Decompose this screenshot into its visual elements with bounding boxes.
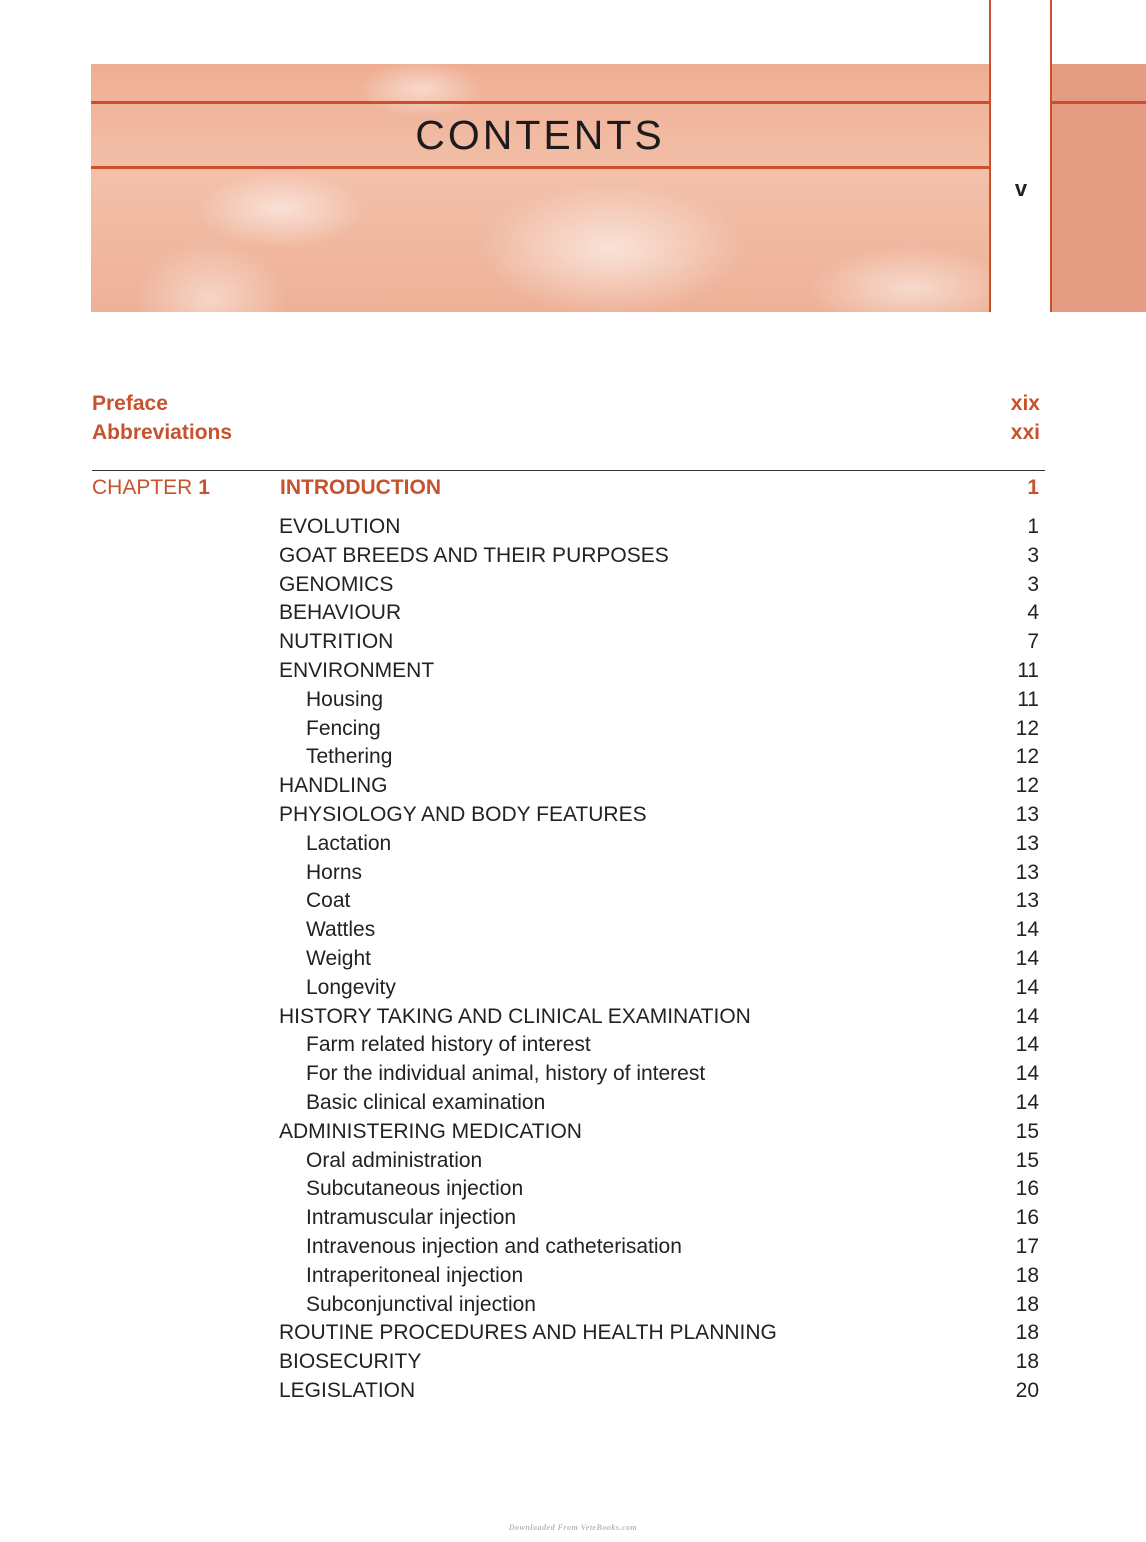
front-matter-label: Preface: [92, 392, 168, 415]
toc-entry-label: Wattles: [306, 918, 376, 942]
toc-entry[interactable]: [279, 571, 1039, 600]
toc-subentry[interactable]: [279, 1060, 1039, 1089]
toc-entry-label: Farm related history of interest: [306, 1033, 591, 1057]
toc-entry-label: GOAT BREEDS AND THEIR PURPOSES: [279, 543, 669, 567]
toc-entry-page: 16: [1015, 1206, 1039, 1230]
toc-subentry[interactable]: [279, 830, 1039, 859]
banner-rule-top: [91, 101, 989, 104]
front-matter-page: xxi: [1010, 421, 1040, 444]
toc-entry-page: 14: [1015, 1004, 1039, 1028]
toc-entry-label: EVOLUTION: [279, 515, 401, 538]
toc-entry[interactable]: [279, 1377, 1039, 1406]
toc-entry-label: ADMINISTERING MEDICATION: [279, 1119, 582, 1143]
toc-entry[interactable]: [279, 1118, 1039, 1147]
toc-entry[interactable]: [279, 657, 1039, 686]
toc-entry-page: 18: [1015, 1263, 1039, 1287]
chapter-page: 1: [1027, 476, 1039, 499]
toc-entry-label: Intraperitoneal injection: [306, 1263, 524, 1287]
toc-subentry[interactable]: [279, 974, 1039, 1003]
header-vertical-rule-left: [989, 0, 991, 312]
toc-entry-page: 14: [1015, 1062, 1039, 1086]
toc-entry-label: ROUTINE PROCEDURES AND HEALTH PLANNING: [279, 1321, 777, 1345]
toc-subentry[interactable]: [279, 1291, 1039, 1320]
toc-entry-page: 3: [1027, 543, 1039, 567]
toc-entry[interactable]: [279, 801, 1039, 830]
toc-subentry[interactable]: [279, 1031, 1039, 1060]
toc-entry-page: 13: [1015, 889, 1039, 913]
toc-entry-label: Intravenous injection and catheterisation: [306, 1234, 682, 1258]
toc-entry-label: LEGISLATION: [279, 1378, 416, 1402]
toc-entry-page: 14: [1015, 1033, 1039, 1057]
front-matter-row[interactable]: [92, 418, 1040, 447]
toc-entry-page: 12: [1015, 745, 1039, 769]
toc-entry-label: PHYSIOLOGY AND BODY FEATURES: [279, 802, 647, 826]
toc-entry-page: 4: [1027, 601, 1039, 625]
toc-entry[interactable]: [279, 1319, 1039, 1348]
toc-entry-label: Weight: [306, 946, 371, 970]
toc-subentry[interactable]: [279, 887, 1039, 916]
toc-subentry[interactable]: [279, 1204, 1039, 1233]
toc-entry-label: GENOMICS: [279, 572, 394, 596]
front-matter: [92, 389, 1040, 447]
toc-entry[interactable]: [279, 599, 1039, 628]
toc-entry-page: 14: [1015, 946, 1039, 970]
toc-list: [279, 513, 1039, 1406]
page-number: v: [1014, 176, 1028, 201]
toc-entry-page: 1: [1027, 515, 1039, 538]
toc-entry-page: 13: [1015, 860, 1039, 884]
toc-entry-label: HISTORY TAKING AND CLINICAL EXAMINATION: [279, 1004, 751, 1028]
toc-subentry[interactable]: [279, 743, 1039, 772]
toc-entry[interactable]: [279, 772, 1039, 801]
toc-entry-label: Housing: [306, 687, 384, 711]
toc-entry[interactable]: [279, 1348, 1039, 1377]
toc-subentry[interactable]: [279, 945, 1039, 974]
toc-subentry[interactable]: [279, 715, 1039, 744]
toc-entry-label: For the individual animal, history of interest: [306, 1062, 706, 1086]
toc-entry-label: Oral administration: [306, 1148, 483, 1172]
toc-entry-page: 15: [1015, 1119, 1039, 1143]
toc-subentry[interactable]: [279, 1175, 1039, 1204]
toc-entry-page: 18: [1015, 1350, 1039, 1374]
banner-rule-bottom: [91, 166, 989, 169]
toc-entry-label: Subcutaneous injection: [306, 1177, 524, 1201]
toc-entry-page: 12: [1015, 774, 1039, 798]
page-title: CONTENTS: [415, 112, 665, 158]
toc-entry-page: 17: [1015, 1234, 1039, 1258]
toc-entry[interactable]: [279, 1003, 1039, 1032]
toc-entry-label: Coat: [306, 889, 351, 913]
toc-entry[interactable]: [279, 542, 1039, 571]
toc-entry-label: Subconjunctival injection: [306, 1292, 536, 1316]
toc-entry-label: ENVIRONMENT: [279, 658, 435, 682]
front-matter-page: xix: [1010, 392, 1040, 415]
toc-entry-label: BIOSECURITY: [279, 1350, 422, 1374]
toc-entry-label: Lactation: [306, 831, 392, 855]
toc-subentry[interactable]: [279, 916, 1039, 945]
toc-entry-page: 13: [1015, 802, 1039, 826]
chapter-label: [92, 473, 210, 502]
chapter-prefix: CHAPTER: [92, 476, 193, 499]
toc-entry[interactable]: [279, 628, 1039, 657]
toc-entry[interactable]: [279, 513, 1039, 542]
toc-entry-page: 13: [1015, 831, 1039, 855]
toc-entry-page: 14: [1015, 1090, 1039, 1114]
toc-entry-label: BEHAVIOUR: [279, 601, 402, 625]
toc-entry-page: 20: [1015, 1378, 1039, 1402]
toc-subentry[interactable]: [279, 1089, 1039, 1118]
toc-subentry[interactable]: [279, 686, 1039, 715]
front-matter-label: Abbreviations: [92, 421, 233, 444]
toc-entry-label: Intramuscular injection: [306, 1206, 517, 1230]
chapter-divider: [92, 470, 1045, 471]
chapter-title: INTRODUCTION: [280, 476, 441, 499]
front-matter-row[interactable]: [92, 389, 1040, 418]
toc-entry-label: NUTRITION: [279, 630, 394, 654]
toc-entry-label: Basic clinical examination: [306, 1090, 546, 1114]
toc-entry-page: 11: [1017, 658, 1039, 682]
toc-entry-page: 18: [1015, 1292, 1039, 1316]
toc-entry-page: 7: [1027, 630, 1039, 654]
toc-entry-page: 16: [1015, 1177, 1039, 1201]
toc-entry-page: 11: [1017, 687, 1039, 711]
toc-subentry[interactable]: [279, 1262, 1039, 1291]
toc-entry-page: 15: [1015, 1148, 1039, 1172]
header-side-tab: [1052, 64, 1146, 312]
toc-entry-label: Longevity: [306, 975, 396, 999]
toc-entry-page: 14: [1015, 975, 1039, 999]
chapter-number: 1: [198, 476, 210, 499]
toc-subentry[interactable]: [279, 1233, 1039, 1262]
toc-entry-page: 18: [1015, 1321, 1039, 1345]
toc-entry-page: 3: [1027, 572, 1039, 596]
chapter-title-row[interactable]: [280, 473, 1039, 502]
toc-subentry[interactable]: [279, 1147, 1039, 1176]
toc-entry-page: 14: [1015, 918, 1039, 942]
toc-entry-label: Tethering: [306, 745, 393, 769]
watermark: Downloaded From VeteBooks.com: [508, 1523, 638, 1532]
toc-entry-label: HANDLING: [279, 774, 388, 798]
toc-subentry[interactable]: [279, 859, 1039, 888]
toc-entry-label: Fencing: [306, 716, 381, 740]
header-banner-photo: [91, 64, 989, 312]
toc-entry-page: 12: [1015, 716, 1039, 740]
side-tab-rule: [1052, 101, 1146, 104]
toc-entry-label: Horns: [306, 860, 363, 884]
